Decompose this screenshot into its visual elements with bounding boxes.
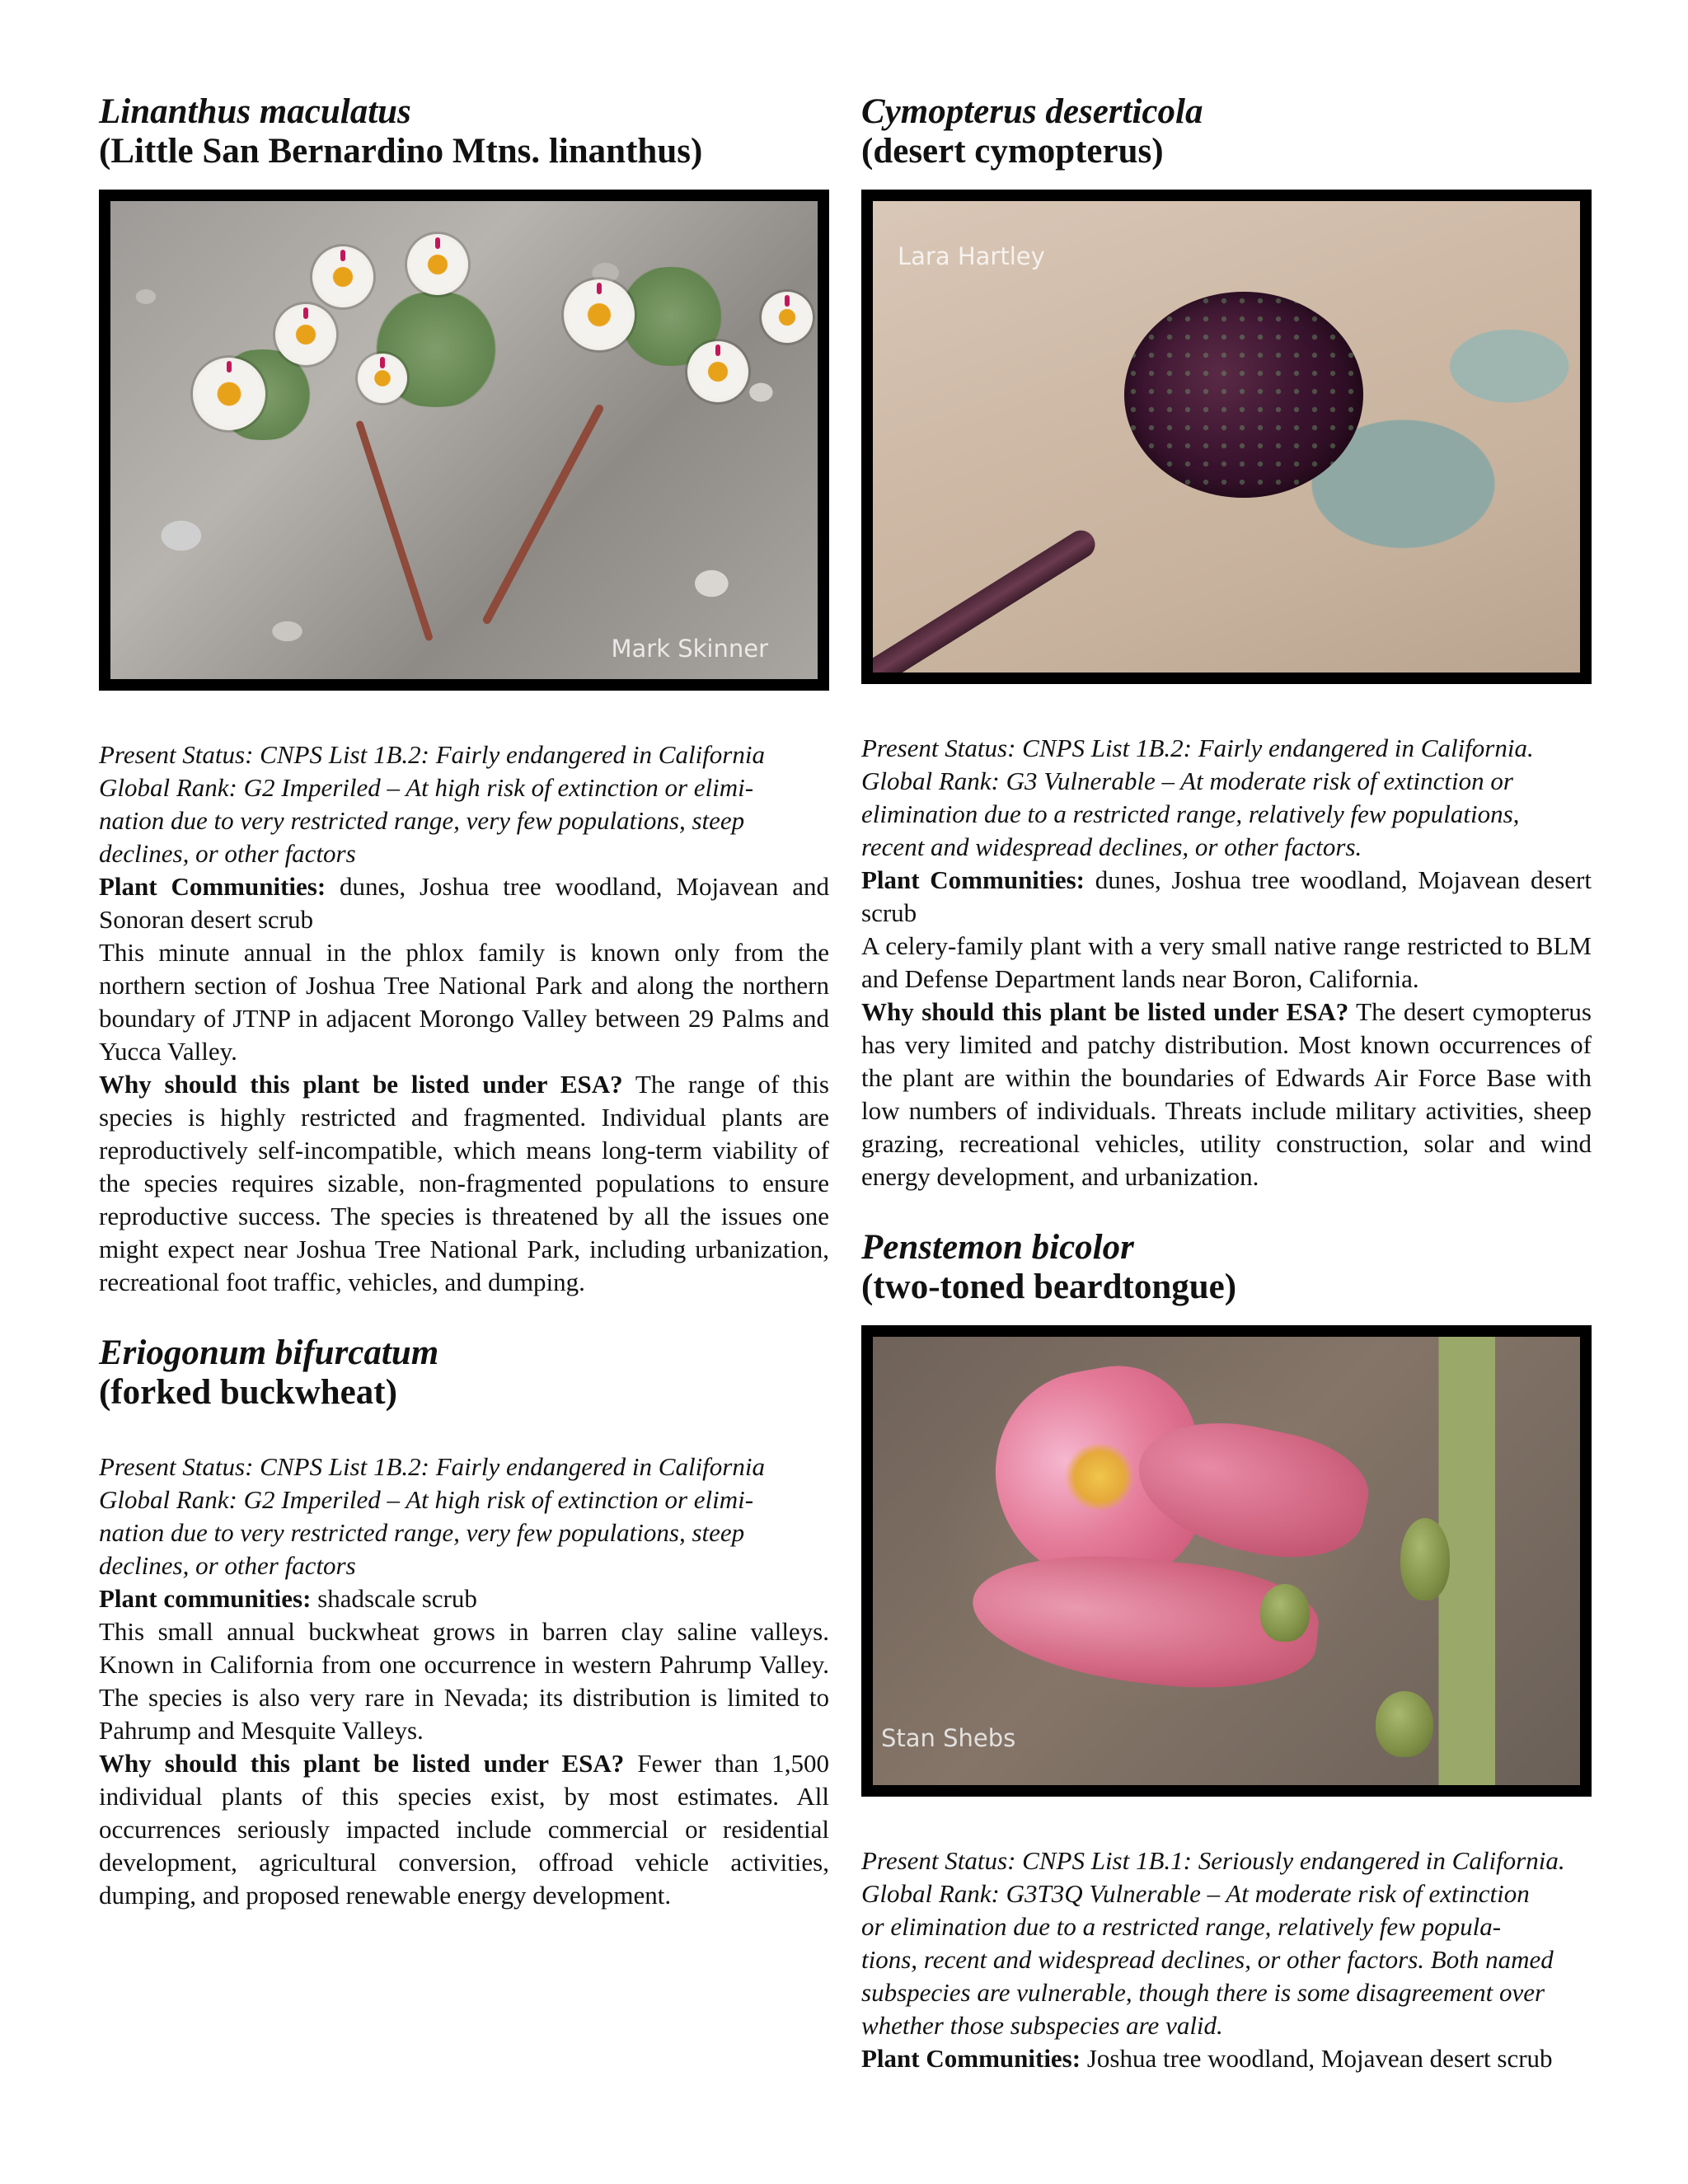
status-line: recent and widespread declines, or other factors. bbox=[861, 832, 1362, 861]
linanthus-photo bbox=[99, 190, 829, 691]
communities-label: Plant Communities: bbox=[861, 865, 1085, 894]
flower-shape bbox=[687, 341, 748, 402]
umbel-texture bbox=[1124, 292, 1363, 498]
status-line: Present Status: CNPS List 1B.1: Seriously endangered in California. bbox=[861, 1846, 1565, 1875]
communities-label: Plant communities: bbox=[99, 1584, 312, 1613]
communities-label: Plant Communities: bbox=[861, 2044, 1081, 2073]
status-line: nation due to very restricted range, very few populations, steep bbox=[99, 806, 745, 835]
plant-communities bbox=[861, 864, 1592, 930]
flower-shape bbox=[275, 304, 336, 365]
status-line: nation due to very restricted range, very few populations, steep bbox=[99, 1518, 745, 1547]
esa-question: Why should this plant be listed under ESA? bbox=[99, 1070, 623, 1099]
communities-text: shadscale scrub bbox=[311, 1584, 477, 1613]
flower-shape bbox=[564, 279, 635, 350]
flower-shape bbox=[312, 246, 373, 307]
status-block bbox=[861, 732, 1592, 864]
species-text bbox=[861, 1844, 1592, 2075]
status-line: Global Rank: G2 Imperiled – At high risk of extinction or elimi- bbox=[99, 1485, 754, 1514]
communities-text: Joshua tree woodland, Mojavean desert scrub bbox=[1081, 2044, 1553, 2073]
bud-shape bbox=[1376, 1691, 1433, 1757]
esa-question: Why should this plant be listed under ESA? bbox=[861, 997, 1349, 1026]
esa-answer: Fewer than 1,500 individual plants of this species exist, by most estimates. All occurrences seriously impacted include commercial or residential development, agricultural conversion, offroad vehicle activities, dumping, and proposed renewable energy development. bbox=[99, 1749, 829, 1910]
esa-question: Why should this plant be listed under ESA? bbox=[99, 1749, 625, 1778]
right-column bbox=[861, 92, 1592, 2075]
communities-text: dunes, Joshua tree woodland, Mojavean and Sonoran desert scrub bbox=[99, 872, 829, 934]
status-line: declines, or other factors bbox=[99, 1551, 356, 1580]
status-line: or elimination due to a restricted range, relatively few popula- bbox=[861, 1912, 1502, 1941]
status-line: Present Status: CNPS List 1B.2: Fairly endangered in California. bbox=[861, 733, 1534, 762]
common-name: (forked buckwheat) bbox=[99, 1373, 397, 1412]
flower-throat-shape bbox=[1062, 1444, 1137, 1510]
species-title bbox=[861, 1228, 1592, 1307]
species-title bbox=[861, 92, 1592, 171]
species-title bbox=[99, 92, 829, 171]
plant-communities bbox=[99, 870, 829, 936]
common-name: (Little San Bernardino Mtns. linanthus) bbox=[99, 132, 703, 171]
status-line: Global Rank: G3 Vulnerable – At moderate risk of extinction or bbox=[861, 766, 1513, 795]
status-line: elimination due to a restricted range, relatively few populations, bbox=[861, 799, 1520, 828]
flower-shape bbox=[358, 354, 407, 403]
cymopterus-photo bbox=[861, 190, 1592, 684]
status-line: subspecies are vulnerable, though there is some disagreement over bbox=[861, 1978, 1545, 2007]
esa-rationale bbox=[861, 996, 1592, 1193]
scientific-name: Linanthus maculatus bbox=[99, 92, 411, 131]
left-column bbox=[99, 92, 829, 1912]
species-penstemon bbox=[861, 1228, 1592, 2075]
description: This minute annual in the phlox family is known only from the northern section of Joshua Tree National Park and along the northern boundary of JTNP in adjacent Morongo Valley between 29 Palms and Yucca Valley. bbox=[99, 938, 829, 1066]
scientific-name: Penstemon bicolor bbox=[861, 1228, 1134, 1267]
esa-rationale bbox=[99, 1068, 829, 1299]
flower-shape bbox=[762, 292, 813, 343]
species-text bbox=[861, 732, 1592, 1193]
status-line: whether those subspecies are valid. bbox=[861, 2011, 1223, 2040]
photo-credit: Stan Shebs bbox=[881, 1724, 1016, 1752]
plant-communities bbox=[861, 2042, 1592, 2075]
common-name: (desert cymopterus) bbox=[861, 132, 1164, 171]
scientific-name: Eriogonum bifurcatum bbox=[99, 1333, 439, 1372]
bud-shape bbox=[1400, 1518, 1450, 1601]
status-block bbox=[861, 1844, 1592, 2042]
flower-shape bbox=[193, 358, 265, 430]
common-name: (two-toned beardtongue) bbox=[861, 1268, 1237, 1306]
esa-answer: The range of this species is highly restricted and fragmented. Individual plants are reproductively self-incompatible, which means long-term viability of the species requires sizable, non-fragmented populations to ensure reproductive success. The species is threatened by all the issues one might expect near Joshua Tree National Park, including urbanization, recreational foot traffic, vehicles, and dumping. bbox=[99, 1070, 829, 1296]
scientific-name: Cymopterus deserticola bbox=[861, 92, 1203, 131]
esa-rationale bbox=[99, 1747, 829, 1912]
plant-communities bbox=[99, 1582, 829, 1615]
status-block bbox=[99, 738, 829, 870]
status-line: Global Rank: G2 Imperiled – At high risk of extinction or elimi- bbox=[99, 773, 754, 802]
species-text bbox=[99, 738, 829, 1299]
status-line: Present Status: CNPS List 1B.2: Fairly endangered in California bbox=[99, 1452, 765, 1481]
species-title bbox=[99, 1333, 829, 1413]
species-eriogonum bbox=[99, 1333, 829, 1912]
description: This small annual buckwheat grows in barren clay saline valleys. Known in California from one occurrence in western Pahrump Valley. The species is also very rare in Nevada; its distribution is limited to Pahrump and Mesquite Valleys. bbox=[99, 1617, 829, 1745]
status-line: tions, recent and widespread declines, or other factors. Both named bbox=[861, 1945, 1554, 1974]
photo-credit: Lara Hartley bbox=[898, 242, 1045, 270]
stem-shape bbox=[861, 525, 1100, 684]
penstemon-photo bbox=[861, 1325, 1592, 1797]
species-text bbox=[99, 1451, 829, 1912]
communities-text: dunes, Joshua tree woodland, Mojavean desert scrub bbox=[861, 865, 1592, 927]
description: A celery-family plant with a very small native range restricted to BLM and Defense Department lands near Boron, California. bbox=[861, 931, 1592, 993]
esa-answer: The desert cymopterus has very limited and patchy distribution. Most known occurrences of the plant are within the boundaries of Edwards Air Force Base with low numbers of individuals. Threats include military activities, sheep grazing, recreational vehicles, utility construction, solar and wind energy development, and urbanization. bbox=[861, 997, 1592, 1191]
status-line: declines, or other factors bbox=[99, 839, 356, 868]
bud-shape bbox=[1260, 1584, 1310, 1642]
status-line: Global Rank: G3T3Q Vulnerable – At moderate risk of extinction bbox=[861, 1879, 1530, 1908]
species-cymopterus bbox=[861, 92, 1592, 1193]
flower-shape bbox=[407, 234, 468, 295]
species-linanthus bbox=[99, 92, 829, 1299]
status-block bbox=[99, 1451, 829, 1582]
status-line: Present Status: CNPS List 1B.2: Fairly endangered in California bbox=[99, 740, 765, 769]
photo-credit: Mark Skinner bbox=[611, 635, 768, 663]
communities-label: Plant Communities: bbox=[99, 872, 326, 901]
stem-shape bbox=[481, 403, 605, 626]
stem-shape bbox=[355, 419, 434, 641]
